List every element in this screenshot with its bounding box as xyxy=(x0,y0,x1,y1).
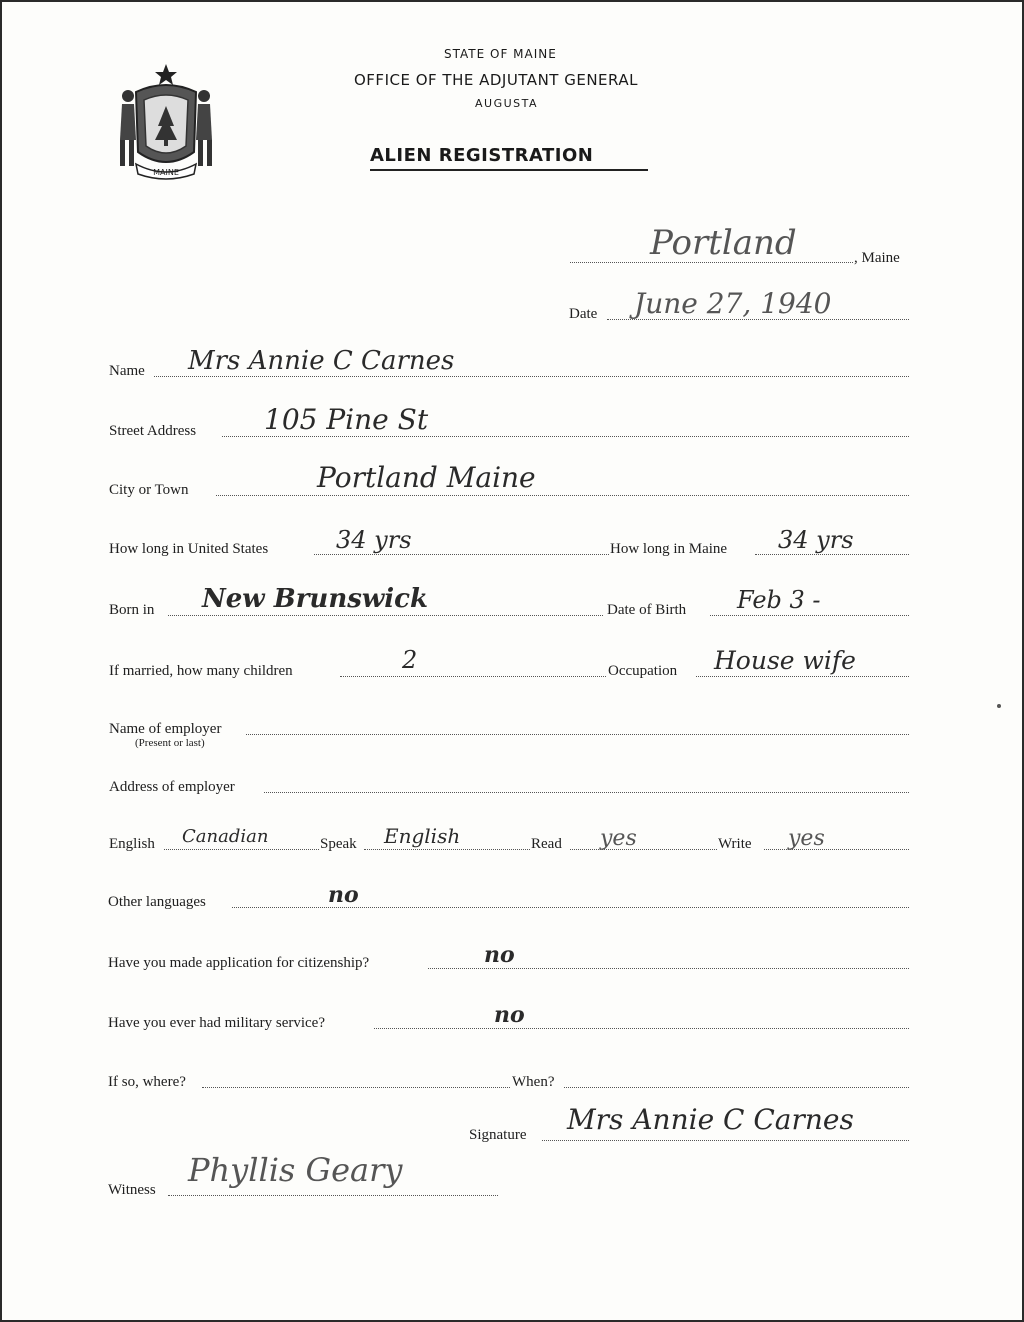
citizenship-value: no xyxy=(484,942,515,968)
dob-value: Feb 3 - xyxy=(737,586,821,614)
read-value: yes xyxy=(600,826,637,851)
born-in-value: New Brunswick xyxy=(202,584,428,614)
occupation-value: House wife xyxy=(714,646,856,675)
form-title-underline xyxy=(370,169,648,171)
born-in-label: Born in xyxy=(109,602,155,618)
if-so-where-label: If so, where? xyxy=(108,1074,186,1090)
how-long-us-value: 34 yrs xyxy=(336,526,412,554)
born-in-line xyxy=(168,615,603,616)
date-label: Date xyxy=(569,306,598,322)
registration-form xyxy=(2,2,1022,1320)
name-label: Name xyxy=(109,363,145,379)
other-languages-value: no xyxy=(328,882,359,908)
employer-name-sublabel: (Present or last) xyxy=(135,737,205,749)
english-value: Canadian xyxy=(182,826,269,847)
name-value: Mrs Annie C Carnes xyxy=(188,346,455,376)
town-value: Portland xyxy=(650,223,797,263)
if-so-where-line xyxy=(202,1087,510,1088)
street-value: 105 Pine St xyxy=(264,403,429,436)
english-line xyxy=(164,849,319,850)
employer-address-line xyxy=(264,792,909,793)
speak-line xyxy=(364,849,530,850)
speak-value: English xyxy=(384,824,461,848)
how-long-maine-label: How long in Maine xyxy=(610,541,728,557)
occupation-line xyxy=(696,676,909,677)
speak-label: Speak xyxy=(320,836,357,852)
witness-value: Phyllis Geary xyxy=(188,1151,403,1189)
citizenship-line xyxy=(428,968,909,969)
svg-text:MAINE: MAINE xyxy=(153,168,179,177)
signature-value: Mrs Annie C Carnes xyxy=(567,1103,854,1136)
employer-name-line xyxy=(246,734,909,735)
city-line xyxy=(216,495,909,496)
children-value: 2 xyxy=(402,646,418,674)
military-label: Have you ever had military service? xyxy=(108,1015,325,1031)
write-label: Write xyxy=(718,836,752,852)
signature-line xyxy=(542,1140,909,1141)
military-line xyxy=(374,1028,909,1029)
employer-address-label: Address of employer xyxy=(109,779,235,795)
military-value: no xyxy=(494,1002,525,1028)
when-label: When? xyxy=(512,1074,555,1090)
children-label: If married, how many children xyxy=(109,663,293,679)
occupation-label: Occupation xyxy=(608,663,678,679)
read-line xyxy=(570,849,717,850)
header-state: STATE OF MAINE xyxy=(444,47,557,61)
paper-speck xyxy=(997,704,1001,708)
when-line xyxy=(564,1087,909,1088)
dob-label: Date of Birth xyxy=(607,602,687,618)
signature-label: Signature xyxy=(469,1127,527,1143)
english-label: English xyxy=(109,836,155,852)
how-long-maine-line xyxy=(755,554,909,555)
write-value: yes xyxy=(788,826,825,851)
other-languages-label: Other languages xyxy=(108,894,206,910)
witness-label: Witness xyxy=(108,1182,156,1198)
children-line xyxy=(340,676,606,677)
maine-state-seal-icon xyxy=(114,60,218,182)
how-long-us-label: How long in United States xyxy=(109,541,269,557)
write-line xyxy=(764,849,909,850)
read-label: Read xyxy=(531,836,562,852)
how-long-us-line xyxy=(314,554,609,555)
form-title: ALIEN REGISTRATION xyxy=(370,145,594,166)
employer-name-label: Name of employer xyxy=(109,721,222,737)
date-value: June 27, 1940 xyxy=(634,287,832,320)
street-label: Street Address xyxy=(109,423,197,439)
street-line xyxy=(222,436,909,437)
how-long-maine-value: 34 yrs xyxy=(778,526,854,554)
city-value: Portland Maine xyxy=(317,461,536,494)
header-city: AUGUSTA xyxy=(475,97,539,110)
citizenship-label: Have you made application for citizenship? xyxy=(108,955,370,971)
header-office: OFFICE OF THE ADJUTANT GENERAL xyxy=(354,71,638,89)
state-suffix: , Maine xyxy=(854,250,900,266)
name-line xyxy=(154,376,909,377)
city-label: City or Town xyxy=(109,482,189,498)
dob-line xyxy=(710,615,909,616)
witness-line xyxy=(168,1195,498,1196)
